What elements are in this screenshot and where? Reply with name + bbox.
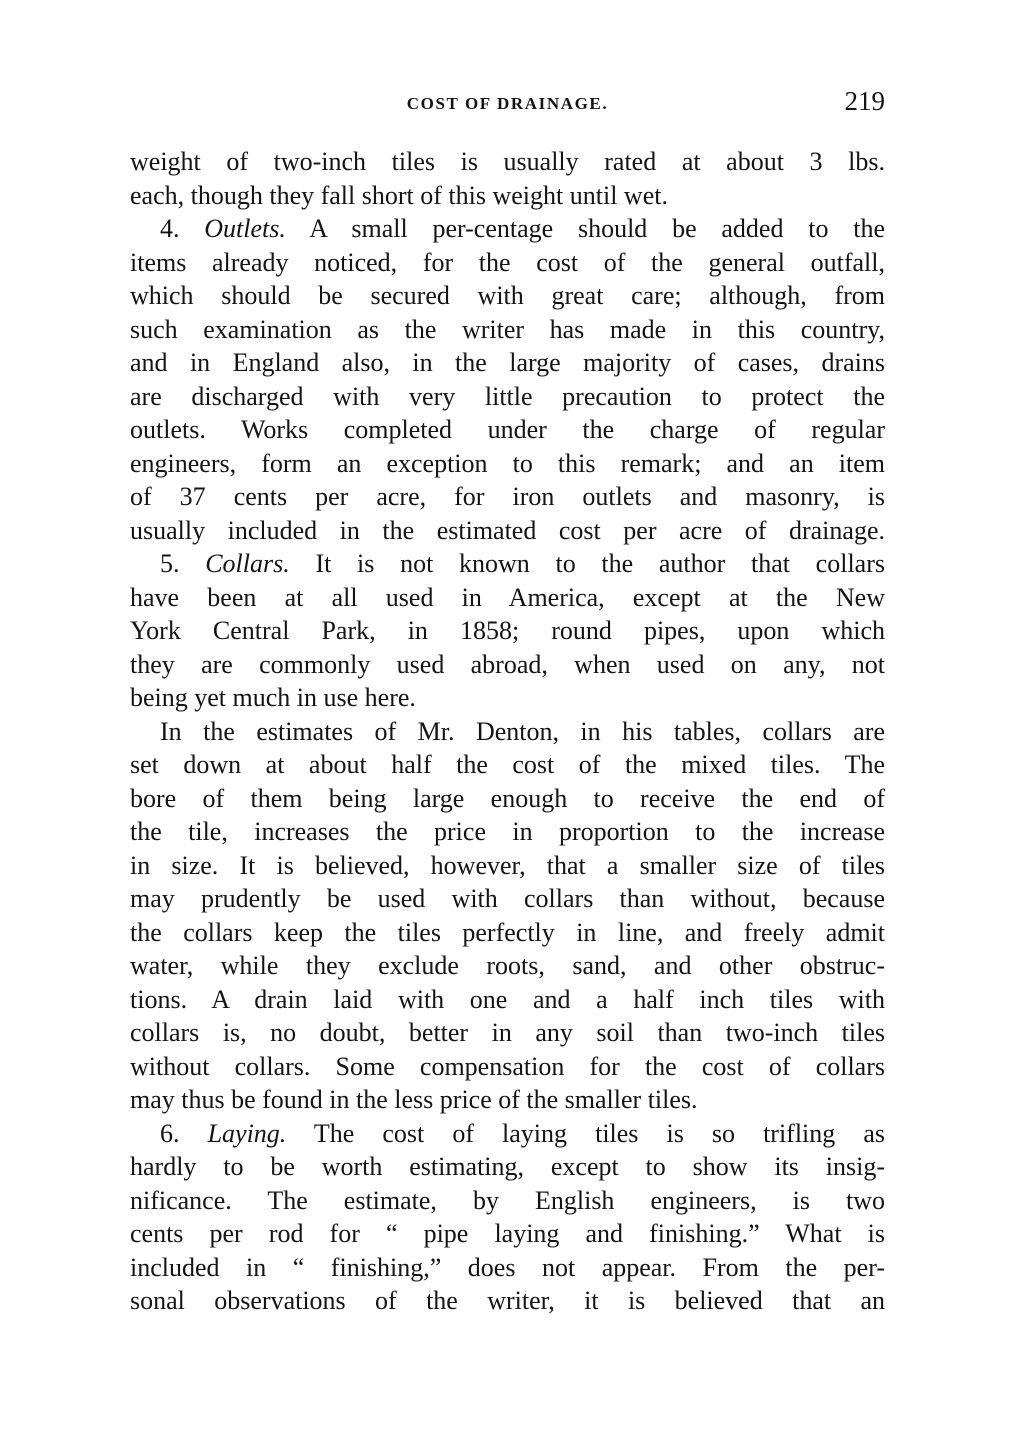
text-line: collars is, no doubt, better in any soil than two-inch tiles <box>130 1018 885 1047</box>
text-line: engineers, form an exception to this remark; and an item <box>130 448 885 478</box>
section-number: 4. <box>160 214 180 243</box>
text-line: the tile, increases the price in proportion to the increase <box>130 817 885 846</box>
text-line: In the estimates of Mr. Denton, in his tables, collars are <box>160 716 885 746</box>
body-text <box>130 145 885 1318</box>
text-line: set down at about half the cost of the mixed tiles. The <box>130 750 885 779</box>
text-line: the collars keep the tiles perfectly in line, and freely admit <box>130 917 885 947</box>
section-number: 5. <box>160 549 180 578</box>
text-line: cents per rod for “ pipe laying and finishing.” What is <box>130 1219 885 1248</box>
text-line: outlets. Works completed under the charge of regular <box>130 415 885 444</box>
text-line: items already noticed, for the cost of the general outfall, <box>130 247 885 277</box>
section-outlets-first-line <box>130 212 885 246</box>
text-line: they are commonly used abroad, when used on any, not <box>130 649 885 679</box>
text-line: without collars. Some compensation for the cost of collars <box>130 1051 885 1081</box>
running-head <box>130 86 885 126</box>
text-line: nificance. The estimate, by English engineers, is two <box>130 1185 885 1215</box>
running-title: COST OF DRAINAGE. <box>406 94 609 113</box>
text-line: usually included in the estimated cost per acre of drainage. <box>130 515 885 545</box>
text-line: in size. It is believed, however, that a smaller size of tiles <box>130 850 885 880</box>
text-line: bore of them being large enough to receive the end of <box>130 783 885 813</box>
text-line: being yet much in use here. <box>130 683 416 712</box>
text-line: and in England also, in the large majority of cases, drains <box>130 348 885 377</box>
text-line: weight of two-inch tiles is usually rated at about 3 lbs. <box>130 147 885 176</box>
section-laying-first-line <box>130 1117 885 1151</box>
text-line: have been at all used in America, except at the New <box>130 582 885 612</box>
text-line-rest: A small per-centage should be added to the <box>309 214 885 243</box>
text-line: may thus be found in the less price of the smaller tiles. <box>130 1085 698 1114</box>
text-line: of 37 cents per acre, for iron outlets and masonry, is <box>130 482 885 511</box>
text-line: which should be secured with great care; although, from <box>130 281 885 310</box>
page-number: 219 <box>844 86 885 116</box>
text-line: water, while they exclude roots, sand, and other obstruc- <box>130 951 885 980</box>
text-line: York Central Park, in 1858; round pipes, upon which <box>130 616 885 645</box>
section-collars-first-line <box>130 547 885 581</box>
text-line: such examination as the writer has made in this country, <box>130 314 885 344</box>
text-line: sonal observations of the writer, it is believed that an <box>130 1286 885 1315</box>
text-line-rest: It is not known to the author that collars <box>315 549 885 578</box>
section-heading-outlets: Outlets. <box>204 214 286 243</box>
text-line: are discharged with very little precaution to protect the <box>130 381 885 411</box>
section-number: 6. <box>160 1118 180 1148</box>
section-heading-collars: Collars. <box>205 549 290 578</box>
text-line: each, though they fall short of this weight until wet. <box>130 180 668 210</box>
section-heading-laying: Laying. <box>207 1118 287 1148</box>
text-line-rest: The cost of laying tiles is so trifling as <box>313 1118 885 1148</box>
text-line: may prudently be used with collars than without, because <box>130 884 885 913</box>
text-line: hardly to be worth estimating, except to show its insig- <box>130 1152 885 1181</box>
text-line: included in “ finishing,” does not appear. From the per- <box>130 1252 885 1282</box>
text-line: tions. A drain laid with one and a half inch tiles with <box>130 984 885 1014</box>
